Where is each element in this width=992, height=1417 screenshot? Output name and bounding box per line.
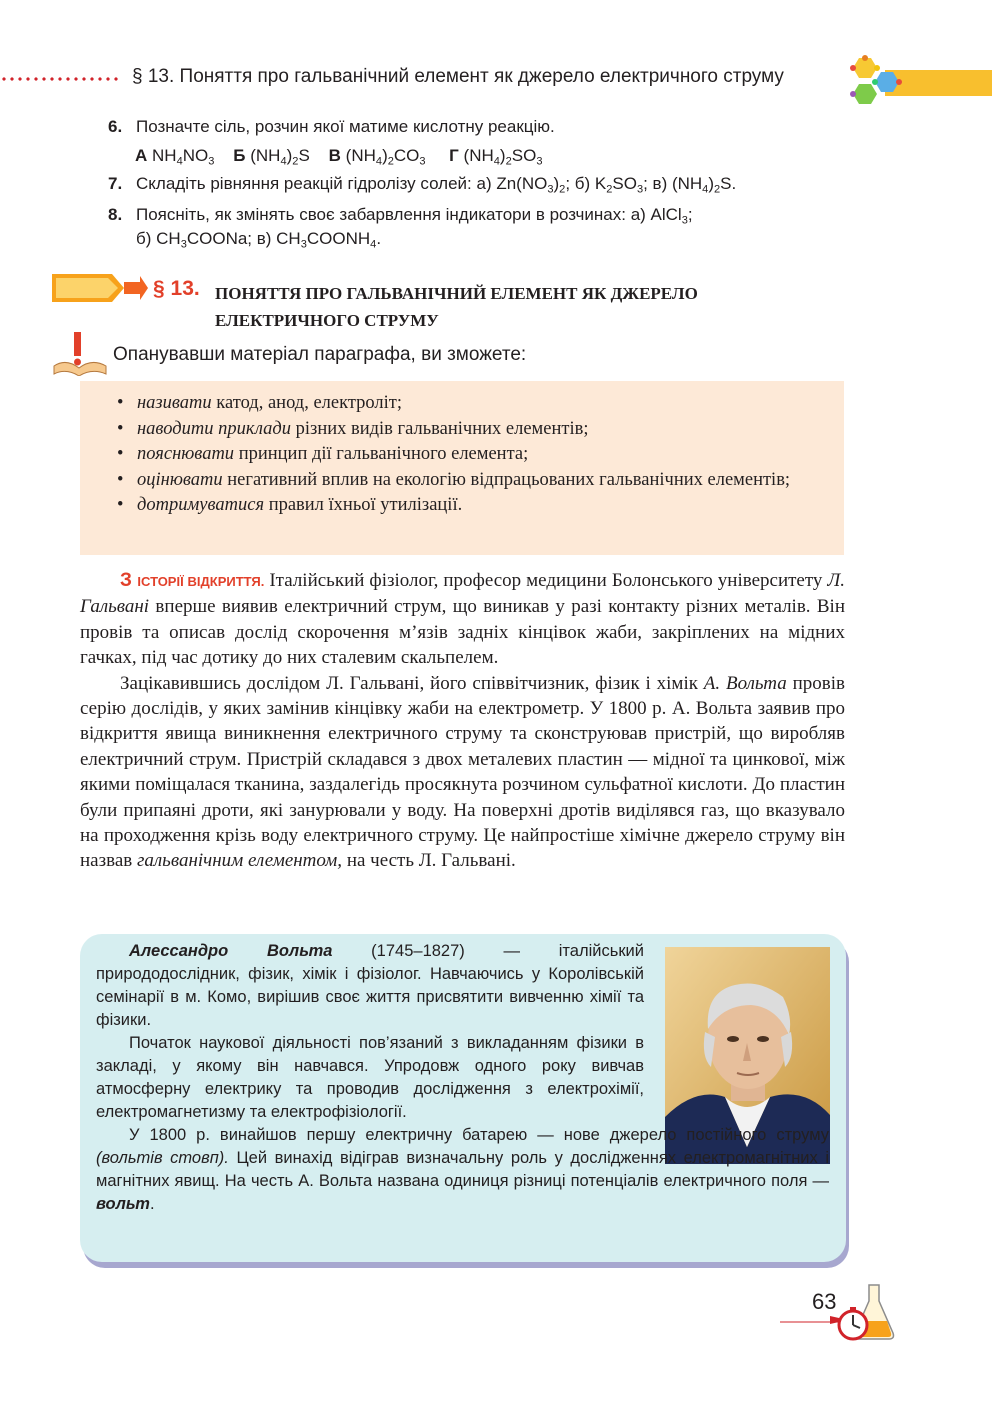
biography-text (96, 940, 829, 1216)
history-paragraph-1: З ІСТОРІЇ ВІДКРИТТЯ. Італійський фізіолог, професор медицини Болонського університету Л. Гальвані вперше виявив електричний струм, що виникав у разі контакту різних металів. Він провів та описав дослід скорочення м’язів задніх кінцівок жаби, закріплених на мідних гачках, під час дотику до них сталевим скальпелем. (80, 570, 845, 669)
bio-paragraph-2: Початок наукової діяльності пов’язаний з викладанням фізики в закладі, у якому він навчався. Упродовж одного року вивчав атмосферну електрику та проводив дослідження з електрохімії, електромагнетизму та електрофізіології. (96, 1034, 644, 1121)
section-number: § 13. (153, 277, 200, 300)
goal-item: • оцінювати негативний вплив на екологію відпрацьованих гальванічних елементів; (117, 468, 834, 494)
exercise-8: 8. Поясніть, як змінять своє забарвлення індикатори в розчинах: а) AlCl$_3$; б) $CH_3COONa$; в) $CH_3COONH_4$. (108, 205, 693, 251)
exercise-6-options: А $NH_4NO_3$ Б $(NH_4)_2S$ В $(NH_4)_2CO_3$ Г $(NH_4)_2SO_3$ (135, 146, 543, 168)
history-paragraph-2: Зацікавившись дослідом Л. Гальвані, його співвітчизник, фізик і хімік А. Вольта провів серію дослідів, у яких замінив кінцівку жаби на електрометр. У 1800 р. А. Вольта заявив про відкриття явища виникнення електричного струму та сконструював пристрій, що виробляв електричний струм. Пристрій складався з двох металевих пластин — мідної та цинкової, між якими поміщалася тканина, заздалегідь просякнута розчином сульфатної кислоти. До пластин були припаяні дроти, які занурювали у воду. На поверхні дротів виділявся газ, що вказувало на проходження крізь воду електричного струму. Це найпростіше хімічне джерело струму він назвав гальванічним елементом, на честь Л. Гальвані. (80, 672, 845, 872)
goals-box (80, 381, 844, 555)
open-book-exclamation-icon (52, 332, 108, 376)
header-dots (0, 77, 122, 81)
running-title: § 13. Поняття про гальванічний елемент як джерело електричного струму (132, 66, 784, 87)
book-arrow-icon (52, 268, 148, 308)
exercise-6: 6. Позначте сіль, розчин якої матиме кислотну реакцію. (108, 117, 555, 136)
flask-stopwatch-icon (835, 1283, 897, 1343)
exercise-7: 7. Складіть рівняння реакцій гідролізу солей: а) $Zn(NO_3)_2$; б) $K_2SO_3$; в) $(NH_4)_2S$. (108, 174, 737, 196)
goal-item: • наводити приклади різних видів гальванічних елементів; (117, 417, 834, 443)
page-number: 63 (812, 1289, 837, 1314)
history-label: З ІСТОРІЇ ВІДКРИТТЯ. (120, 570, 265, 591)
bio-paragraph-1: Алессандро Вольта (1745–1827) — італійський природодослідник, фізик, хімік і фізіолог. Навчаючись у Королівській семінарії в м. Комо, вирішив своє життя присвятити вивченню хімії та фізики. (96, 942, 644, 1029)
goal-item: • називати катод, анод, електроліт; (117, 391, 834, 417)
history-text (80, 568, 845, 874)
goal-item: • дотримуватися правил їхньої утилізації. (117, 493, 834, 519)
goals-intro: Опанувавши матеріал параграфа, ви зможете: (113, 344, 527, 365)
molecule-icon (843, 54, 903, 114)
goal-item: • пояснювати принцип дії гальванічного елемента; (117, 442, 834, 468)
bio-paragraph-3: У 1800 р. винайшов першу електричну батарею — нове джерело постійного струму (вольтів стовп). Цей винахід відіграв визначальну роль у дослідженнях електромагнітних і магнітних явищ. На честь А. Вольта названа одиниця різниці потенціалів електричного поля — вольт. (96, 1126, 830, 1213)
section-title: ПОНЯТТЯ ПРО ГАЛЬВАНІЧНИЙ ЕЛЕМЕНТ ЯК ДЖЕРЕЛО ЕЛЕКТРИЧНОГО СТРУМУ (215, 284, 698, 330)
